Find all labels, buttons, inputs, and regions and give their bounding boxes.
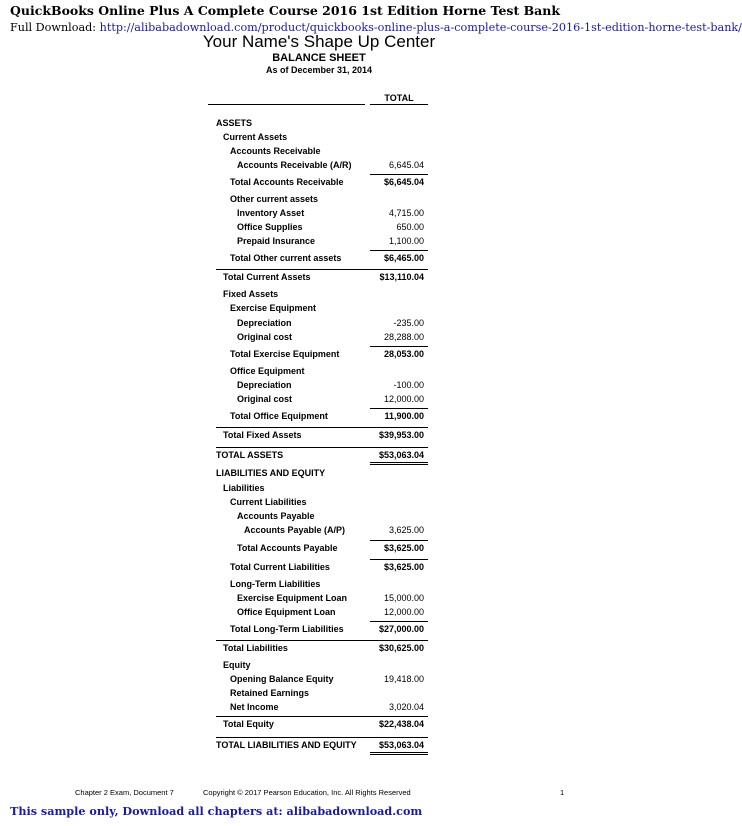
row-label: Total Office Equipment	[230, 411, 328, 421]
line-item-row	[0, 332, 638, 346]
row-label: Long-Term Liabilities	[230, 579, 321, 589]
line-item-row	[0, 318, 638, 332]
line-item-row	[0, 366, 638, 380]
row-amount: 3,625.00	[388, 525, 424, 535]
total-row	[0, 430, 638, 444]
subtotal-rule	[370, 559, 428, 560]
row-label: Total Other current assets	[230, 253, 342, 263]
row-amount: 6,645.04	[388, 160, 424, 170]
row-label: Inventory Asset	[237, 208, 305, 218]
row-label: Total Exercise Equipment	[230, 349, 340, 359]
total-row	[0, 719, 638, 733]
row-separator-rule	[216, 427, 428, 428]
line-item-row	[0, 236, 638, 250]
row-label: Current Liabilities	[230, 497, 307, 507]
row-amount: 19,418.00	[383, 674, 424, 684]
row-amount: 12,000.00	[383, 394, 424, 404]
download-link[interactable]: http://alibabadownload.com/product/quickbooks-online-plus-a-complete-course-2016-1st-edition-horne-test-bank/	[99, 21, 742, 34]
row-amount: $53,063.04	[378, 740, 424, 750]
row-amount: -100.00	[393, 380, 424, 390]
row-amount: $39,953.00	[378, 430, 424, 440]
row-label: Total Current Liabilities	[230, 562, 330, 572]
row-label: Total Current Assets	[223, 272, 311, 282]
download-prefix: Full Download:	[10, 21, 100, 34]
row-label: Total Fixed Assets	[223, 430, 302, 440]
row-amount: $6,645.04	[383, 177, 424, 187]
line-item-row	[0, 222, 638, 236]
row-amount: 3,020.04	[388, 702, 424, 712]
line-item-row	[0, 660, 638, 674]
row-label: Fixed Assets	[223, 289, 279, 299]
subtotal-rule	[370, 621, 428, 622]
row-label: Depreciation	[237, 380, 292, 390]
row-amount: 4,715.00	[388, 208, 424, 218]
total-row	[0, 349, 638, 363]
row-label: Other current assets	[230, 194, 319, 204]
double-underline	[370, 462, 428, 465]
line-item-row	[0, 289, 638, 303]
total-row	[0, 643, 638, 657]
row-label: Prepaid Insurance	[237, 236, 316, 246]
subtotal-rule	[370, 174, 428, 175]
row-label: Office Equipment	[230, 366, 305, 376]
company-name: Your Name's Shape Up Center	[202, 32, 436, 51]
line-item-row	[0, 688, 638, 702]
report-title: BALANCE SHEET	[272, 52, 366, 64]
document-header-title: QuickBooks Online Plus A Complete Course 2016 1st Edition Horne Test Bank	[10, 3, 561, 18]
subtotal-rule	[370, 346, 428, 347]
row-separator-rule	[216, 640, 428, 641]
row-label: Opening Balance Equity	[230, 674, 334, 684]
total-row	[0, 253, 638, 267]
row-amount: 28,288.00	[383, 332, 424, 342]
line-item-row	[0, 194, 638, 208]
row-amount: $13,110.04	[379, 272, 424, 282]
row-amount: $3,625.00	[383, 543, 424, 553]
row-amount: $27,000.00	[378, 624, 424, 634]
row-label: Accounts Receivable (A/R)	[237, 160, 352, 170]
line-item-row	[0, 468, 638, 482]
line-item-row	[0, 497, 638, 511]
row-label: Original cost	[237, 394, 293, 404]
double-underline	[370, 752, 428, 755]
footer-copyright: Copyright © 2017 Pearson Education, Inc. All Rights Reserved	[203, 788, 411, 797]
row-label: Accounts Receivable	[230, 146, 321, 156]
total-row	[0, 543, 638, 557]
row-amount: $30,625.00	[378, 643, 424, 653]
subtotal-rule	[370, 540, 428, 541]
total-row	[0, 177, 638, 191]
row-label: Office Equipment Loan	[237, 607, 336, 617]
line-item-row	[0, 394, 638, 408]
total-row	[0, 562, 638, 576]
row-label: Office Supplies	[237, 222, 303, 232]
row-label: Total Long-Term Liabilities	[230, 624, 344, 634]
line-item-row	[0, 208, 638, 222]
row-label: Total Equity	[223, 719, 274, 729]
row-label: Accounts Payable (A/P)	[244, 525, 346, 535]
total-row	[0, 450, 638, 464]
row-amount: -235.00	[393, 318, 424, 328]
row-label: LIABILITIES AND EQUITY	[216, 468, 326, 478]
row-amount: $6,465.00	[383, 253, 424, 263]
row-separator-rule	[216, 737, 428, 738]
row-amount: $22,438.04	[378, 719, 424, 729]
line-item-row	[0, 118, 638, 132]
line-item-row	[0, 132, 638, 146]
line-item-row	[0, 380, 638, 394]
row-label: Total Accounts Receivable	[230, 177, 344, 187]
row-amount: 650.00	[396, 222, 424, 232]
total-row	[0, 272, 638, 286]
row-separator-rule	[216, 269, 428, 270]
total-column-rule	[370, 104, 428, 105]
line-item-row	[0, 160, 638, 174]
line-item-row	[0, 579, 638, 593]
row-label: Original cost	[237, 332, 293, 342]
total-column-header: TOTAL	[384, 93, 414, 103]
footer-chapter: Chapter 2 Exam, Document 7	[75, 788, 174, 797]
report-date: As of December 31, 2014	[265, 65, 373, 75]
row-label: Total Accounts Payable	[237, 543, 338, 553]
total-row	[0, 740, 638, 754]
row-label: Exercise Equipment Loan	[237, 593, 348, 603]
line-item-row	[0, 702, 638, 716]
row-label: Current Assets	[223, 132, 288, 142]
row-separator-rule	[216, 716, 428, 717]
row-label: Net Income	[230, 702, 279, 712]
download-notice: This sample only, Download all chapters at: alibabadownload.com	[10, 804, 423, 818]
subtotal-rule	[370, 408, 428, 409]
row-label: Total Liabilities	[223, 643, 288, 653]
footer-page-number: 1	[560, 788, 565, 797]
row-amount: 1,100.00	[388, 236, 424, 246]
line-item-row	[0, 674, 638, 688]
row-amount: 11,900.00	[384, 411, 424, 421]
line-item-row	[0, 511, 638, 525]
row-label: ASSETS	[216, 118, 253, 128]
row-label: Accounts Payable	[237, 511, 315, 521]
label-column-rule	[208, 104, 365, 105]
line-item-row	[0, 525, 638, 539]
row-label: TOTAL ASSETS	[216, 450, 284, 460]
row-label: Equity	[223, 660, 251, 670]
row-label: TOTAL LIABILITIES AND EQUITY	[216, 740, 357, 750]
row-amount: 28,053.00	[383, 349, 424, 359]
row-label: Exercise Equipment	[230, 303, 317, 313]
row-amount: $53,063.04	[378, 450, 424, 460]
line-item-row	[0, 146, 638, 160]
row-label: Depreciation	[237, 318, 292, 328]
line-item-row	[0, 593, 638, 607]
line-item-row	[0, 303, 638, 317]
line-item-row	[0, 607, 638, 621]
row-label: Liabilities	[223, 483, 265, 493]
row-separator-rule	[216, 447, 428, 448]
total-row	[0, 624, 638, 638]
row-amount: 15,000.00	[383, 593, 424, 603]
line-item-row	[0, 483, 638, 497]
row-label: Retained Earnings	[230, 688, 310, 698]
subtotal-rule	[370, 250, 428, 251]
row-amount: 12,000.00	[383, 607, 424, 617]
row-amount: $3,625.00	[383, 562, 424, 572]
total-row	[0, 411, 638, 425]
